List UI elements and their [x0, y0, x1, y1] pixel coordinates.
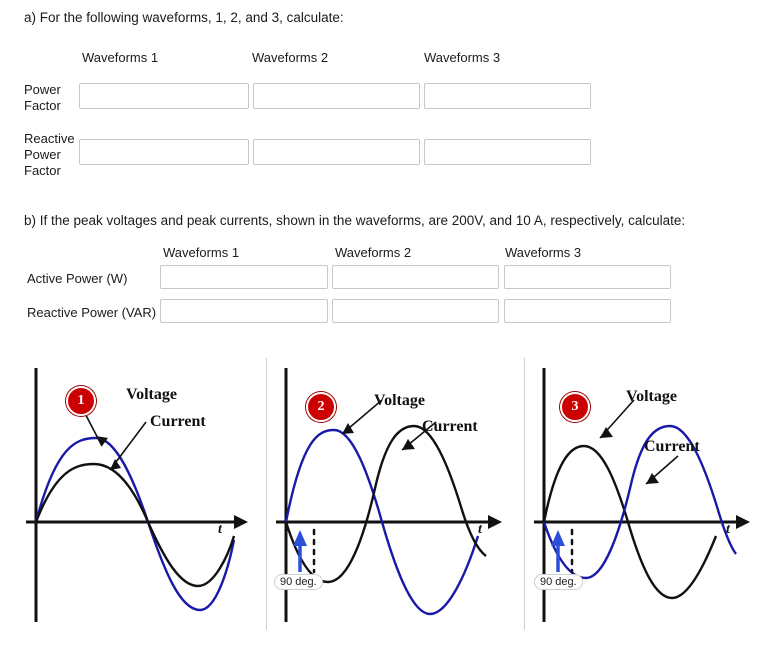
table-a-column-header-3: Waveforms 3 — [424, 50, 501, 65]
waveform-3-voltage-label: Voltage — [626, 388, 677, 405]
waveform-3-badge: 3 — [560, 392, 590, 422]
table-a-input-r2c3[interactable] — [424, 139, 591, 165]
figure-divider-1 — [266, 358, 267, 630]
table-b-row-label-reactive-power: Reactive Power (VAR) — [27, 305, 157, 320]
question-b-text: b) If the peak voltages and peak currents, shown in the waveforms, are 200V, and 10 A, respectively, calculate: — [24, 213, 686, 228]
waveform-2-current-label: Current — [422, 418, 478, 435]
table-b-column-header-2: Waveforms 2 — [335, 245, 412, 260]
table-a-column-header-2: Waveforms 2 — [252, 50, 329, 65]
waveform-figure-2 — [272, 360, 504, 628]
waveform-2-axis-label: t — [478, 522, 482, 537]
table-b-input-r1c3[interactable] — [504, 265, 671, 289]
table-b-input-r1c2[interactable] — [332, 265, 499, 289]
waveform-2-phase-label: 90 deg. — [274, 574, 323, 590]
waveform-figure-3 — [530, 360, 762, 628]
table-a-input-r1c2[interactable] — [253, 83, 420, 109]
table-b-input-r2c3[interactable] — [504, 299, 671, 323]
table-b-input-r1c1[interactable] — [160, 265, 328, 289]
waveform-figure-1 — [18, 360, 250, 628]
table-a-row-label-reactive-power-factor: Reactive Power Factor — [24, 131, 75, 178]
waveform-1-axis-label: t — [218, 522, 222, 537]
waveform-1-current-label: Current — [150, 413, 206, 430]
waveform-1-badge: 1 — [66, 386, 96, 416]
table-a-input-r2c2[interactable] — [253, 139, 420, 165]
table-b-column-header-3: Waveforms 3 — [505, 245, 582, 260]
waveform-2-voltage-label: Voltage — [374, 392, 425, 409]
table-a-row-label-power-factor: Power Factor — [24, 82, 61, 113]
waveform-3-current-label: Current — [644, 438, 700, 455]
figure-divider-2 — [524, 358, 525, 630]
table-b-input-r2c1[interactable] — [160, 299, 328, 323]
waveform-3-phase-label: 90 deg. — [534, 574, 583, 590]
waveform-3-axis-label: t — [726, 522, 730, 537]
table-a-input-r1c3[interactable] — [424, 83, 591, 109]
table-b-column-header-1: Waveforms 1 — [163, 245, 240, 260]
table-a-input-r1c1[interactable] — [79, 83, 249, 109]
table-a-column-header-1: Waveforms 1 — [82, 50, 159, 65]
question-a-text: a) For the following waveforms, 1, 2, and 3, calculate: — [24, 10, 344, 25]
table-b-input-r2c2[interactable] — [332, 299, 499, 323]
waveform-2-badge: 2 — [306, 392, 336, 422]
table-a-input-r2c1[interactable] — [79, 139, 249, 165]
table-b-row-label-active-power: Active Power (W) — [27, 271, 128, 286]
waveform-1-voltage-label: Voltage — [126, 386, 177, 403]
